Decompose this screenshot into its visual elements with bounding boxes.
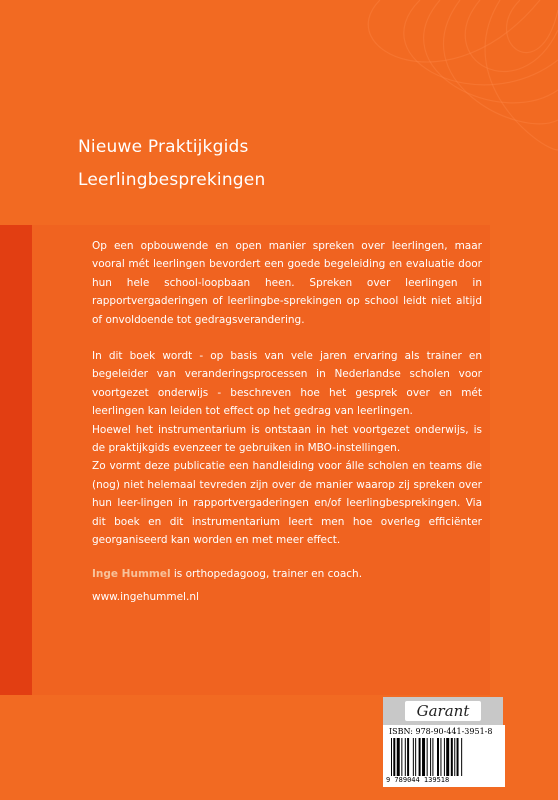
blurb-text: [92, 237, 482, 550]
author-name: Inge Hummel: [92, 568, 171, 580]
left-red-band: [0, 225, 32, 695]
publisher-logo-text: Garant: [416, 702, 470, 720]
isbn-label: ISBN: 978-90-441-3951-8: [389, 727, 493, 736]
blurb-paragraph-2: In dit boek wordt - op basis van vele jaren ervaring als trainer en begeleider van veranderingsprocessen in Nederlandse scholen voor voortgezet onderwijs - beschreven hoe het gesprek over en mét leerlingen kan leiden tot effect op het gedrag van leerlingen.: [92, 350, 482, 418]
barcode-icon: [391, 738, 497, 776]
blurb-paragraph-1: Op een opbouwende en open manier spreken over leerlingen, maar vooral mét leerlingen bevordert een goede begeleiding en evaluatie door hun hele school-loopbaan heen. Spreken over leerlingen in rapportvergaderingen of leerlingbe-sprekingen op school leidt niet altijd of onvoldoende tot gedragsverandering.: [92, 240, 482, 326]
blurb-paragraph-4: Zo vormt deze publicatie een handleiding voor álle scholen en teams die (nog) niet helemaal tevreden zijn over de manier waarop zij spreken over hun leer-lingen in rapportvergaderingen en/of leerlingbesprekingen. Via dit boek en dit instrumentarium leert men hoe overleg efficiënter georganiseerd kan worden en met meer effect.: [92, 460, 482, 547]
blurb-paragraph-3: Hoewel het instrumentarium is ontstaan in het voortgezet onderwijs, is de praktijkgids evenzeer te gebruiken in MBO-instellingen.: [92, 423, 482, 455]
barcode-number: 9 789044 139518: [386, 776, 450, 784]
author-website: www.ingehummel.nl: [92, 591, 199, 603]
book-title-line1: Nieuwe Praktijkgids: [78, 137, 249, 157]
decorative-swirl-background: [0, 0, 558, 225]
barcode-area: [383, 725, 505, 787]
author-bio: [92, 568, 362, 580]
publisher-logo: [383, 697, 503, 725]
book-title-line2: Leerlingbesprekingen: [78, 170, 266, 190]
author-description: is orthopedagoog, trainer en coach.: [170, 568, 363, 580]
